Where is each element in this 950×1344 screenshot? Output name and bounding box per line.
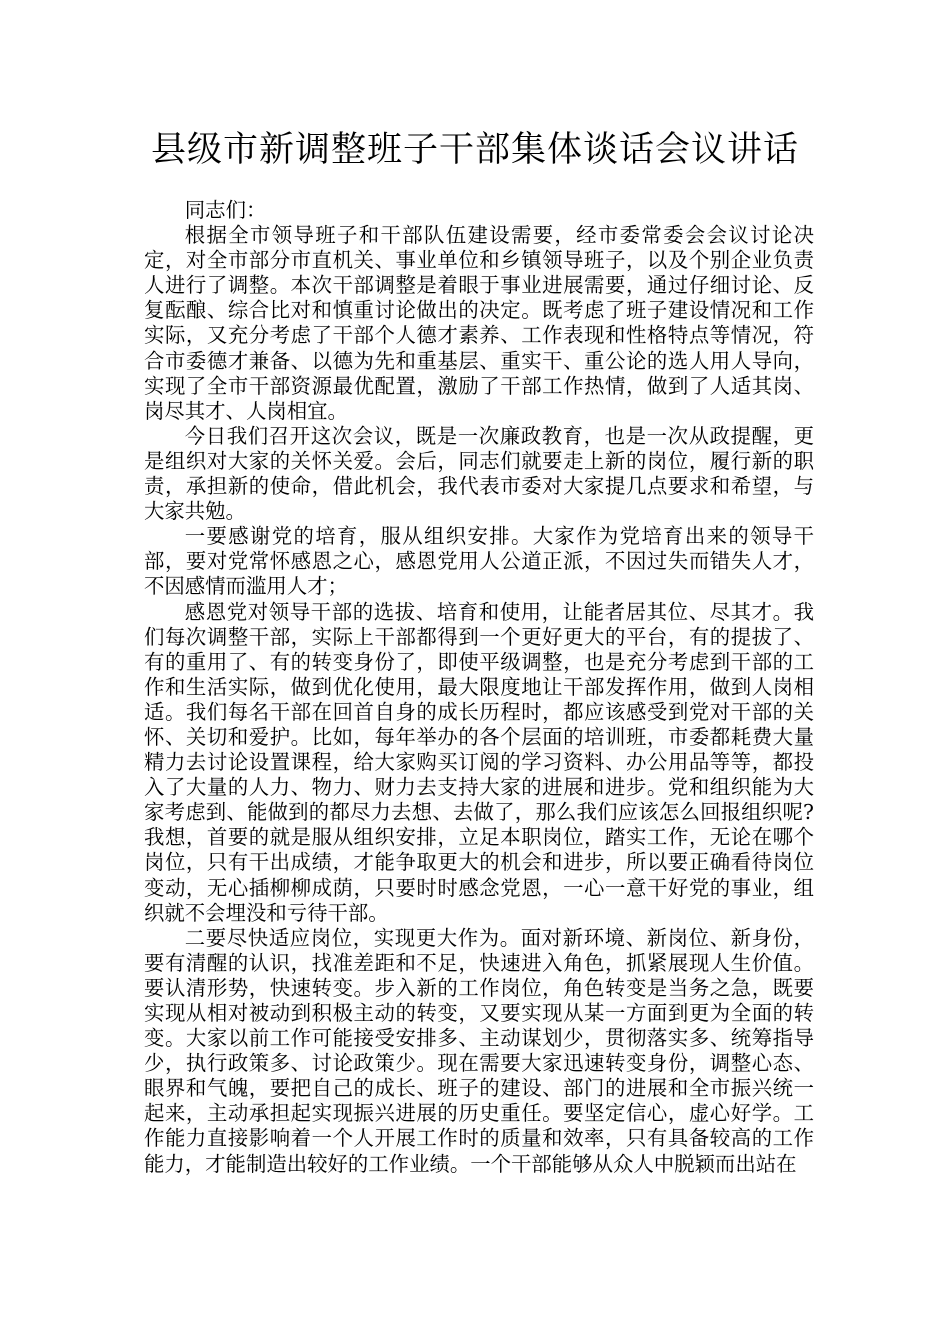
body-paragraph: 今日我们召开这次会议，既是一次廉政教育，也是一次从政提醒，更是组织对大家的关怀关爱。会后，同志们就要走上新的岗位，履行新的职责，承担新的使命，借此机会，我代表市委对大家提几点要求和希望，与大家共勉。 [144,423,814,524]
document-title: 县级市新调整班子干部集体谈话会议讲话 [150,130,799,170]
body-paragraph: 感恩党对领导干部的选拔、培育和使用，让能者居其位、尽其才。我们每次调整干部，实际上干部都得到一个更好更大的平台，有的提拔了、有的重用了、有的转变身份了，即使平级调整，也是充分考虑到干部的工作和生活实际，做到优化使用，最大限度地让干部发挥作用，做到人岗相适。我们每名干部在回首自身的成长历程时，都应该感受到党对干部的关怀、关切和爱护。比如，每年举办的各个层面的培训班，市委都耗费大量精力去讨论设置课程，给大家购买订阅的学习资料、办公用品等等，都投入了大量的人力、物力、财力去支持大家的进展和进步。党和组织能为大家考虑到、能做到的都尽力去想、去做了，那么我们应该怎么回报组织呢?我想，首要的就是服从组织安排，立足本职岗位，踏实工作，无论在哪个岗位，只有干出成绩，才能争取更大的机会和进步，所以要正确看待岗位变动，无心插柳柳成荫，只要时时感念党恩，一心一意干好党的事业，组织就不会埋没和亏待干部。 [144,599,814,925]
document-body [144,198,814,1177]
body-paragraph: 一要感谢党的培育，服从组织安排。大家作为党培育出来的领导干部，要对党常怀感恩之心，感恩党用人公道正派，不因过失而错失人才，不因感情而滥用人才； [144,524,814,599]
salutation-paragraph: 同志们： [184,198,267,222]
body-paragraph: 二要尽快适应岗位，实现更大作为。面对新环境、新岗位、新身份，要有清醒的认识，找准差距和不足，快速进入角色，抓紧展现人生价值。要认清形势，快速转变。步入新的工作岗位，角色转变是当务之急，既要实现从相对被动到积极主动的转变，又要实现从某一方面到更为全面的转变。大家以前工作可能接受安排多、主动谋划少，贯彻落实多、统筹指导少，执行政策多、讨论政策少。现在需要大家迅速转变身份，调整心态、眼界和气魄，要把自己的成长、班子的建设、部门的进展和全市振兴统一起来，主动承担起实现振兴进展的历史重任。要坚定信心，虚心好学。工作能力直接影响着一个人开展工作时的质量和效率，只有具备较高的工作能力，才能制造出较好的工作业绩。一个干部能够从众人中脱颖而出站在 [144,925,814,1176]
body-paragraph: 根据全市领导班子和干部队伍建设需要，经市委常委会会议讨论决定，对全市部分市直机关、事业单位和乡镇领导班子，以及个别企业负责人进行了调整。本次干部调整是着眼于事业进展需要，通过仔细讨论、反复酝酿、综合比对和慎重讨论做出的决定。既考虑了班子建设情况和工作实际，又充分考虑了干部个人德才素养、工作表现和性格特点等情况，符合市委德才兼备、以德为先和重基层、重实干、重公论的选人用人导向，实现了全市干部资源最优配置，激励了干部工作热情，做到了人适其岗、岗尽其才、人岗相宜。 [144,223,814,423]
